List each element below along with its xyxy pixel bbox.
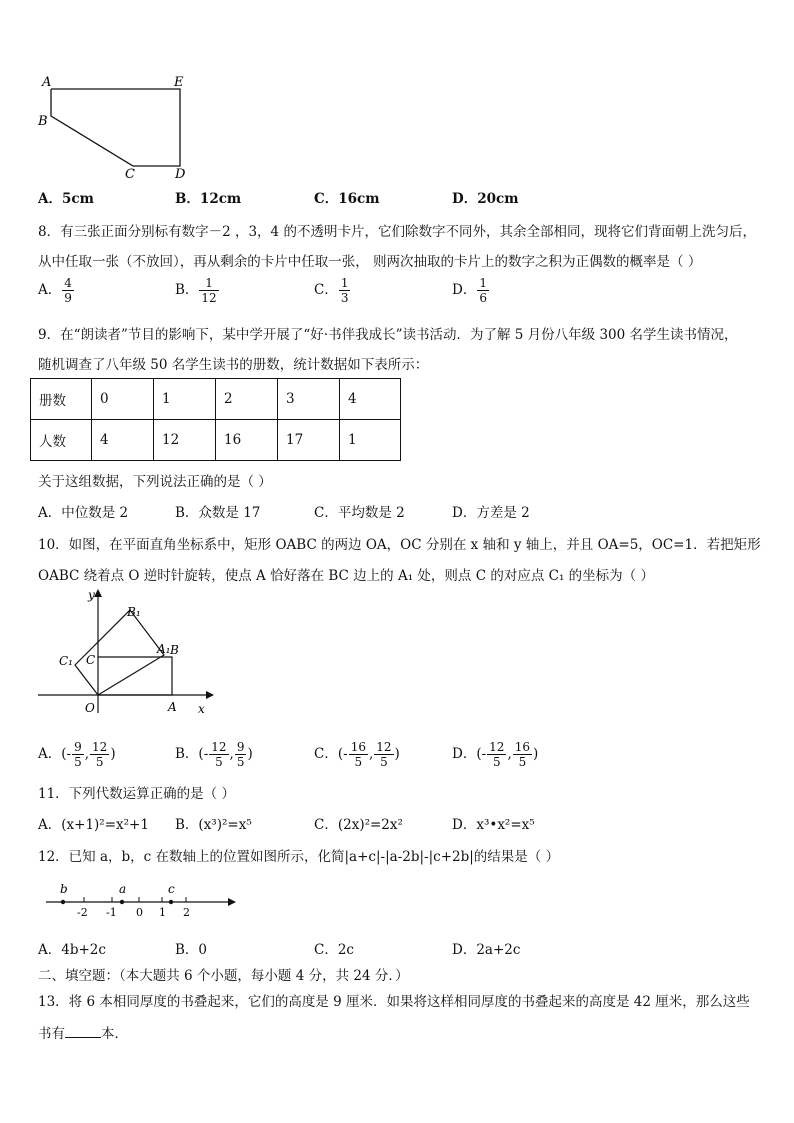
q7-option-c: C．16cm <box>314 191 380 207</box>
q12-option-c: C．2c <box>314 942 354 958</box>
q12-option-a: A．4b+2c <box>38 942 106 958</box>
q7-option-b: B．12cm <box>175 191 242 207</box>
q12-line-1: 12．已知 a，b，c 在数轴上的位置如图所示，化简|a+c|-|a-2b|-|c+2b|的结果是（ ） <box>38 849 560 865</box>
pentagon-shape <box>51 89 180 166</box>
label-B: B <box>170 643 179 657</box>
label-C1: C₁ <box>59 654 73 668</box>
tick-label: 2 <box>183 906 190 919</box>
q10-line-1: 10．如图，在平面直角坐标系中，矩形 OABC 的两边 OA，OC 分别在 x 轴和 y 轴上，并且 OA=5，OC=1．若把矩形 <box>38 537 761 553</box>
label-O: O <box>85 701 95 715</box>
q10-option-a: A．(- $\frac{9}{5}$ , $\frac{12}{5}$ ) <box>38 740 116 769</box>
label-C: C <box>125 167 135 182</box>
number-line-arrow <box>228 898 236 906</box>
label-E: E <box>174 75 184 90</box>
q9-line-1: 9．在“朗读者”节目的影响下，某中学开展了“好·书伴我成长”读书活动．为了解 5 月份八年级 300 名学生读书情况， <box>38 327 738 343</box>
table-cell: 册数 <box>31 379 92 420</box>
figure-pentagon <box>30 70 200 182</box>
section-2-title: 二、填空题：（本大题共 6 个小题，每小题 4 分，共 24 分．） <box>38 968 409 984</box>
figure-coordinate-rotation <box>30 585 220 720</box>
table-row <box>31 379 401 420</box>
label-D: D <box>175 167 186 182</box>
q13-line-1: 13．将 6 本相同厚度的书叠起来，它们的高度是 9 厘米．如果将这样相同厚度的书叠起来的高度是 42 厘米，那么这些 <box>38 994 750 1010</box>
table-cell: 1 <box>154 379 216 420</box>
q9-option-c: C．平均数是 2 <box>314 505 405 521</box>
q8-option-c: C． $\frac{1}{3}$ <box>314 276 349 305</box>
label-b: b <box>60 882 68 896</box>
table-cell: 2 <box>216 379 278 420</box>
q9-line-2: 随机调查了八年级 50 名学生读书的册数，统计数据如下表所示： <box>38 357 429 373</box>
q7-options <box>38 187 758 211</box>
q11-option-b: B．(x³)²=x⁵ <box>175 817 252 833</box>
number-line <box>40 880 240 920</box>
label-y: y <box>88 588 95 602</box>
q8-option-b: B． $\frac{1}{12}$ <box>175 276 217 305</box>
q13-line-2-end: 本． <box>101 1026 128 1042</box>
label-a: a <box>119 882 127 896</box>
q10-option-d: D．(- $\frac{12}{5}$ , $\frac{16}{5}$ ) <box>452 740 539 769</box>
point-c <box>169 900 173 904</box>
q9-option-b: B．众数是 17 <box>175 505 261 521</box>
q12-option-d: D．2a+2c <box>452 942 521 958</box>
q11-line-1: 11．下列代数运算正确的是（ ） <box>38 786 235 802</box>
q13-line-2 <box>38 1022 128 1042</box>
q8-option-a: A． $\frac{4}{9}$ <box>38 276 72 305</box>
q11-options <box>38 813 758 837</box>
q9-table <box>30 378 401 461</box>
q8-option-d: D． $\frac{1}{6}$ <box>452 276 487 305</box>
q12-option-b: B．0 <box>175 942 208 958</box>
q11-option-d: D．x³•x²=x⁵ <box>452 817 535 833</box>
point-a <box>120 900 124 904</box>
q7-option-d: D．20cm <box>452 191 519 207</box>
label-A1: A₁ <box>157 642 171 656</box>
q9-option-d: D．方差是 2 <box>452 505 530 521</box>
q11-option-a: A．(x+1)²=x²+1 <box>38 817 149 833</box>
tick-label: -2 <box>77 906 88 919</box>
q8-line-1: 8．有三张正面分别标有数字－2 ，3，4 的不透明卡片，它们除数字不同外，其余全部相同，现将它们背面朝上洗匀后， <box>38 224 756 240</box>
y-axis-arrow <box>94 589 102 597</box>
label-A: A <box>168 700 177 714</box>
table-cell: 17 <box>278 420 340 461</box>
point-b <box>61 900 65 904</box>
q10-options <box>38 740 758 772</box>
rectangle-oabc <box>98 657 172 695</box>
q8-options <box>38 276 758 305</box>
table-cell: 3 <box>278 379 340 420</box>
table-cell: 1 <box>340 420 401 461</box>
table-cell: 4 <box>92 420 154 461</box>
tick-label: 0 <box>136 906 143 919</box>
label-x: x <box>198 702 205 716</box>
label-c: c <box>168 882 175 896</box>
label-B1: B₁ <box>127 605 141 619</box>
tick-label: -1 <box>106 906 117 919</box>
label-A: A <box>42 75 52 90</box>
q10-option-b: B．(- $\frac{12}{5}$ , $\frac{9}{5}$ ) <box>175 740 253 769</box>
table-cell: 0 <box>92 379 154 420</box>
table-cell: 人数 <box>31 420 92 461</box>
q12-options <box>38 938 758 962</box>
answer-blank[interactable] <box>65 1023 101 1038</box>
q9-line-3: 关于这组数据，下列说法正确的是（ ） <box>38 474 272 490</box>
tick-label: 1 <box>159 906 166 919</box>
q9-option-a: A．中位数是 2 <box>38 505 129 521</box>
table-cell: 12 <box>154 420 216 461</box>
x-axis-arrow <box>206 691 214 699</box>
q13-line-2-start: 书有 <box>38 1026 65 1042</box>
q9-options <box>38 501 758 525</box>
table-cell: 16 <box>216 420 278 461</box>
q10-line-2: OABC 绕着点 O 逆时针旋转，使点 A 恰好落在 BC 边上的 A₁ 处，则点 C 的对应点 C₁ 的坐标为（ ） <box>38 568 654 584</box>
q7-option-a: A．5cm <box>38 191 94 207</box>
table-row <box>31 420 401 461</box>
q10-option-c: C．(- $\frac{16}{5}$ , $\frac{12}{5}$ ) <box>314 740 400 769</box>
label-C: C <box>86 653 96 667</box>
q8-line-2: 从中任取一张（不放回），再从剩余的卡片中任取一张， 则两次抽取的卡片上的数字之积为正偶数的概率是（ ） <box>38 254 702 270</box>
q11-option-c: C．(2x)²=2x² <box>314 817 403 833</box>
table-cell: 4 <box>340 379 401 420</box>
label-B: B <box>38 114 48 129</box>
